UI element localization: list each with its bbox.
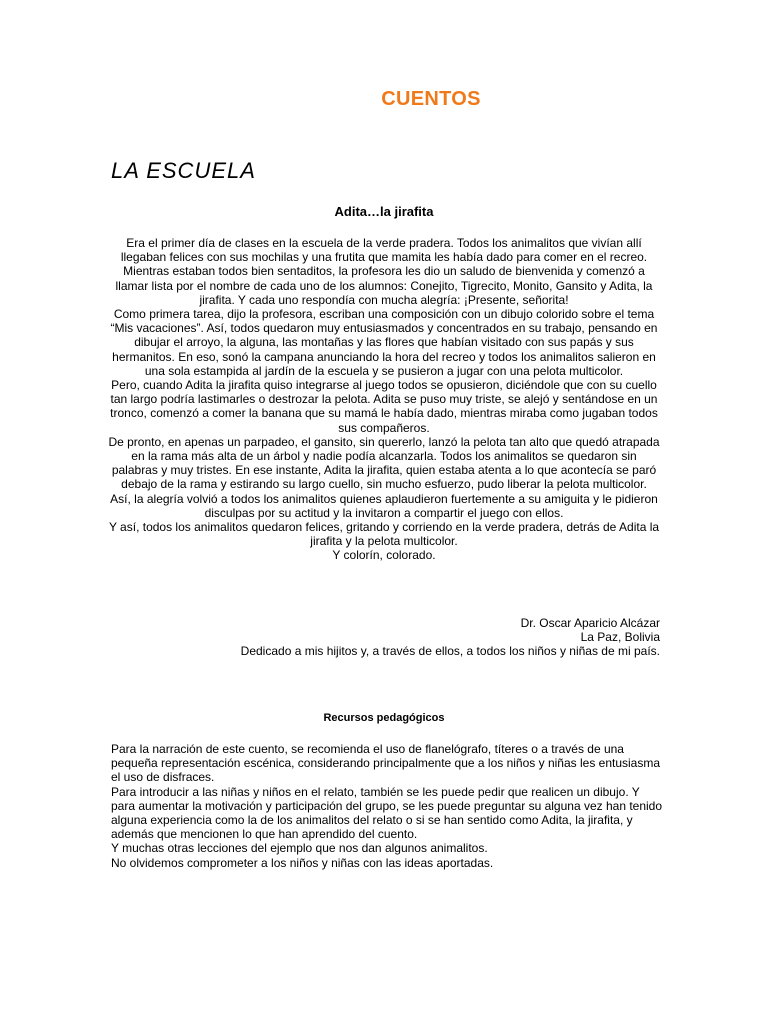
story-paragraph: Así, la alegría volvió a todos los animalitos quienes aplaudieron fuertemente a su amiguita y le pidieron disculpas por su actitud y la invitaron a compartir el juego con ellos.: [110, 491, 658, 520]
story-paragraph: Era el primer día de clases en la escuela de la verde pradera. Todos los animalitos que vivían allí llegaban felices con sus mochilas y una frutita que mamita les había dado para comer en el recreo.: [120, 236, 648, 265]
dedication: Dedicado a mis hijitos y, a través de ellos, a todos los niños y niñas de mi país.: [240, 644, 660, 659]
resources-paragraph: Para introducir a las niñas y niños en el relato, también se les puede pedir que realicen un dibujo. Y para aumentar la motivación y participación del grupo, se les puede preguntar su alguna vez han tenido alguna experiencia como la de los animalitos del relato o si se han sentido como Adita, la jirafita, y además que mencionen lo que han aprendido del cuento.: [111, 784, 663, 842]
signature-block: [108, 616, 660, 659]
story-paragraph: Y así, todos los animalitos quedaron felices, gritando y corriendo en la verde pradera, detrás de Adita la jirafita y la pelota multicolor.: [108, 520, 660, 549]
story-paragraph: Mientras estaban todos bien sentaditos, la profesora les dio un saludo de bienvenida y comenzó a llamar lista por el nombre de cada uno de los alumnos: Conejito, Tigrecito, Monito, Gansito y Adita, la jirafita. Y cada uno respondía con mucha alegría: ¡Presente, señorita!: [115, 264, 653, 307]
story-paragraph: De pronto, en apenas un parpadeo, el gansito, sin quererlo, lanzó la pelota tan alto que quedó atrapada en la rama más alta de un árbol y nadie podía alcanzarla. Todos los animalitos se quedaron sin palabras y muy tristes. En ese instante, Adita la jirafita, quien estaba atenta a lo que acontecía se paró debajo de la rama y estirando su largo cuello, sin mucho esfuerzo, pudo liberar la pelota multicolor.: [108, 434, 660, 492]
story-paragraph: Como primera tarea, dijo la profesora, escriban una composición con un dibujo colorido sobre el tema “Mis vacaciones”. Así, todos quedaron muy entusiasmados y concentrados en su trabajo, pensando en dibujar el arroyo, la alguna, las montañas y las flores que habían visitado con sus papás y sus hermanitos. En eso, sonó la campana anunciando la hora del recreo y todos los animalitos salieron en una sola estampida al jardín de la escuela y se pusieron a jugar con una pelota multicolor.: [110, 307, 658, 378]
resources-paragraph: Y muchas otras lecciones del ejemplo que nos dan algunos animalitos.: [111, 841, 488, 856]
resources-body: [111, 742, 663, 870]
story-paragraph: Y colorín, colorado.: [332, 548, 436, 563]
resources-paragraph: Para la narración de este cuento, se recomienda el uso de flanelógrafo, títeres o a través de una pequeña representación escénica, considerando principalmente que a los niños y niñas les entusiasma el uso de disfraces.: [111, 742, 661, 785]
story-paragraph: Pero, cuando Adita la jirafita quiso integrarse al juego todos se opusieron, diciéndole que con su cuello tan largo podría lastimarles o destrozar la pelota. Adita se puso muy triste, se alejó y sentándose en un tronco, comenzó a comer la banana que su mamá le había dado, mientras miraba como jugaban todos sus compañeros.: [110, 378, 658, 435]
resources-title: Recursos pedagógicos: [323, 712, 445, 724]
resources-paragraph: No olvidemos comprometer a los niños y niñas con las ideas aportadas.: [111, 855, 494, 870]
author-location: La Paz, Bolivia: [580, 630, 660, 645]
story-body: [108, 236, 660, 563]
author-name: Dr. Oscar Aparicio Alcázar: [520, 616, 660, 630]
main-title: CUENTOS: [381, 88, 481, 110]
story-title: Adita…la jirafita: [334, 204, 434, 219]
section-title: LA ESCUELA: [111, 158, 256, 183]
